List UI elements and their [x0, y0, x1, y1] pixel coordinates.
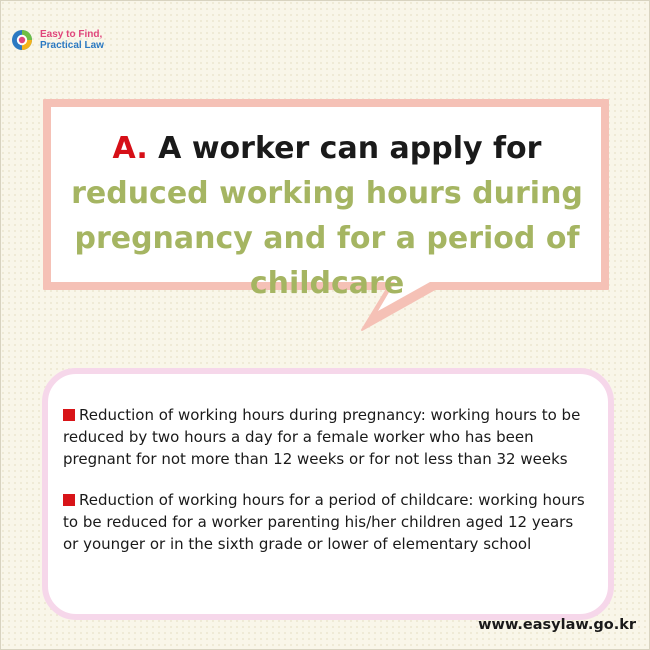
headline: [48, 126, 606, 306]
footer-url[interactable]: www.easylaw.go.kr: [478, 617, 636, 633]
info-item-text: Reduction of working hours during pregnancy: working hours to be reduced by two hours a day for a female worker who has been pregnant for not more than 12 weeks or for not less than 32 weeks: [63, 406, 581, 468]
info-list: [63, 404, 593, 555]
headline-plain: A worker can apply for: [158, 131, 542, 166]
info-item-text: Reduction of working hours for a period of childcare: working hours to be reduced for a worker parenting his/her children aged 12 years or younger or in the sixth grade or lower of elementary school: [63, 491, 585, 553]
logo-line1: Easy to Find,: [40, 29, 103, 40]
logo-line2: Practical Law: [40, 40, 104, 51]
bullet-square-icon: [63, 494, 75, 506]
info-item: [63, 404, 593, 470]
bullet-square-icon: [63, 409, 75, 421]
info-panel: [42, 368, 614, 620]
info-item: [63, 489, 593, 555]
headline-highlight: reduced working hours during pregnancy and for a period of childcare: [71, 176, 583, 301]
headline-prefix: A.: [112, 131, 148, 166]
